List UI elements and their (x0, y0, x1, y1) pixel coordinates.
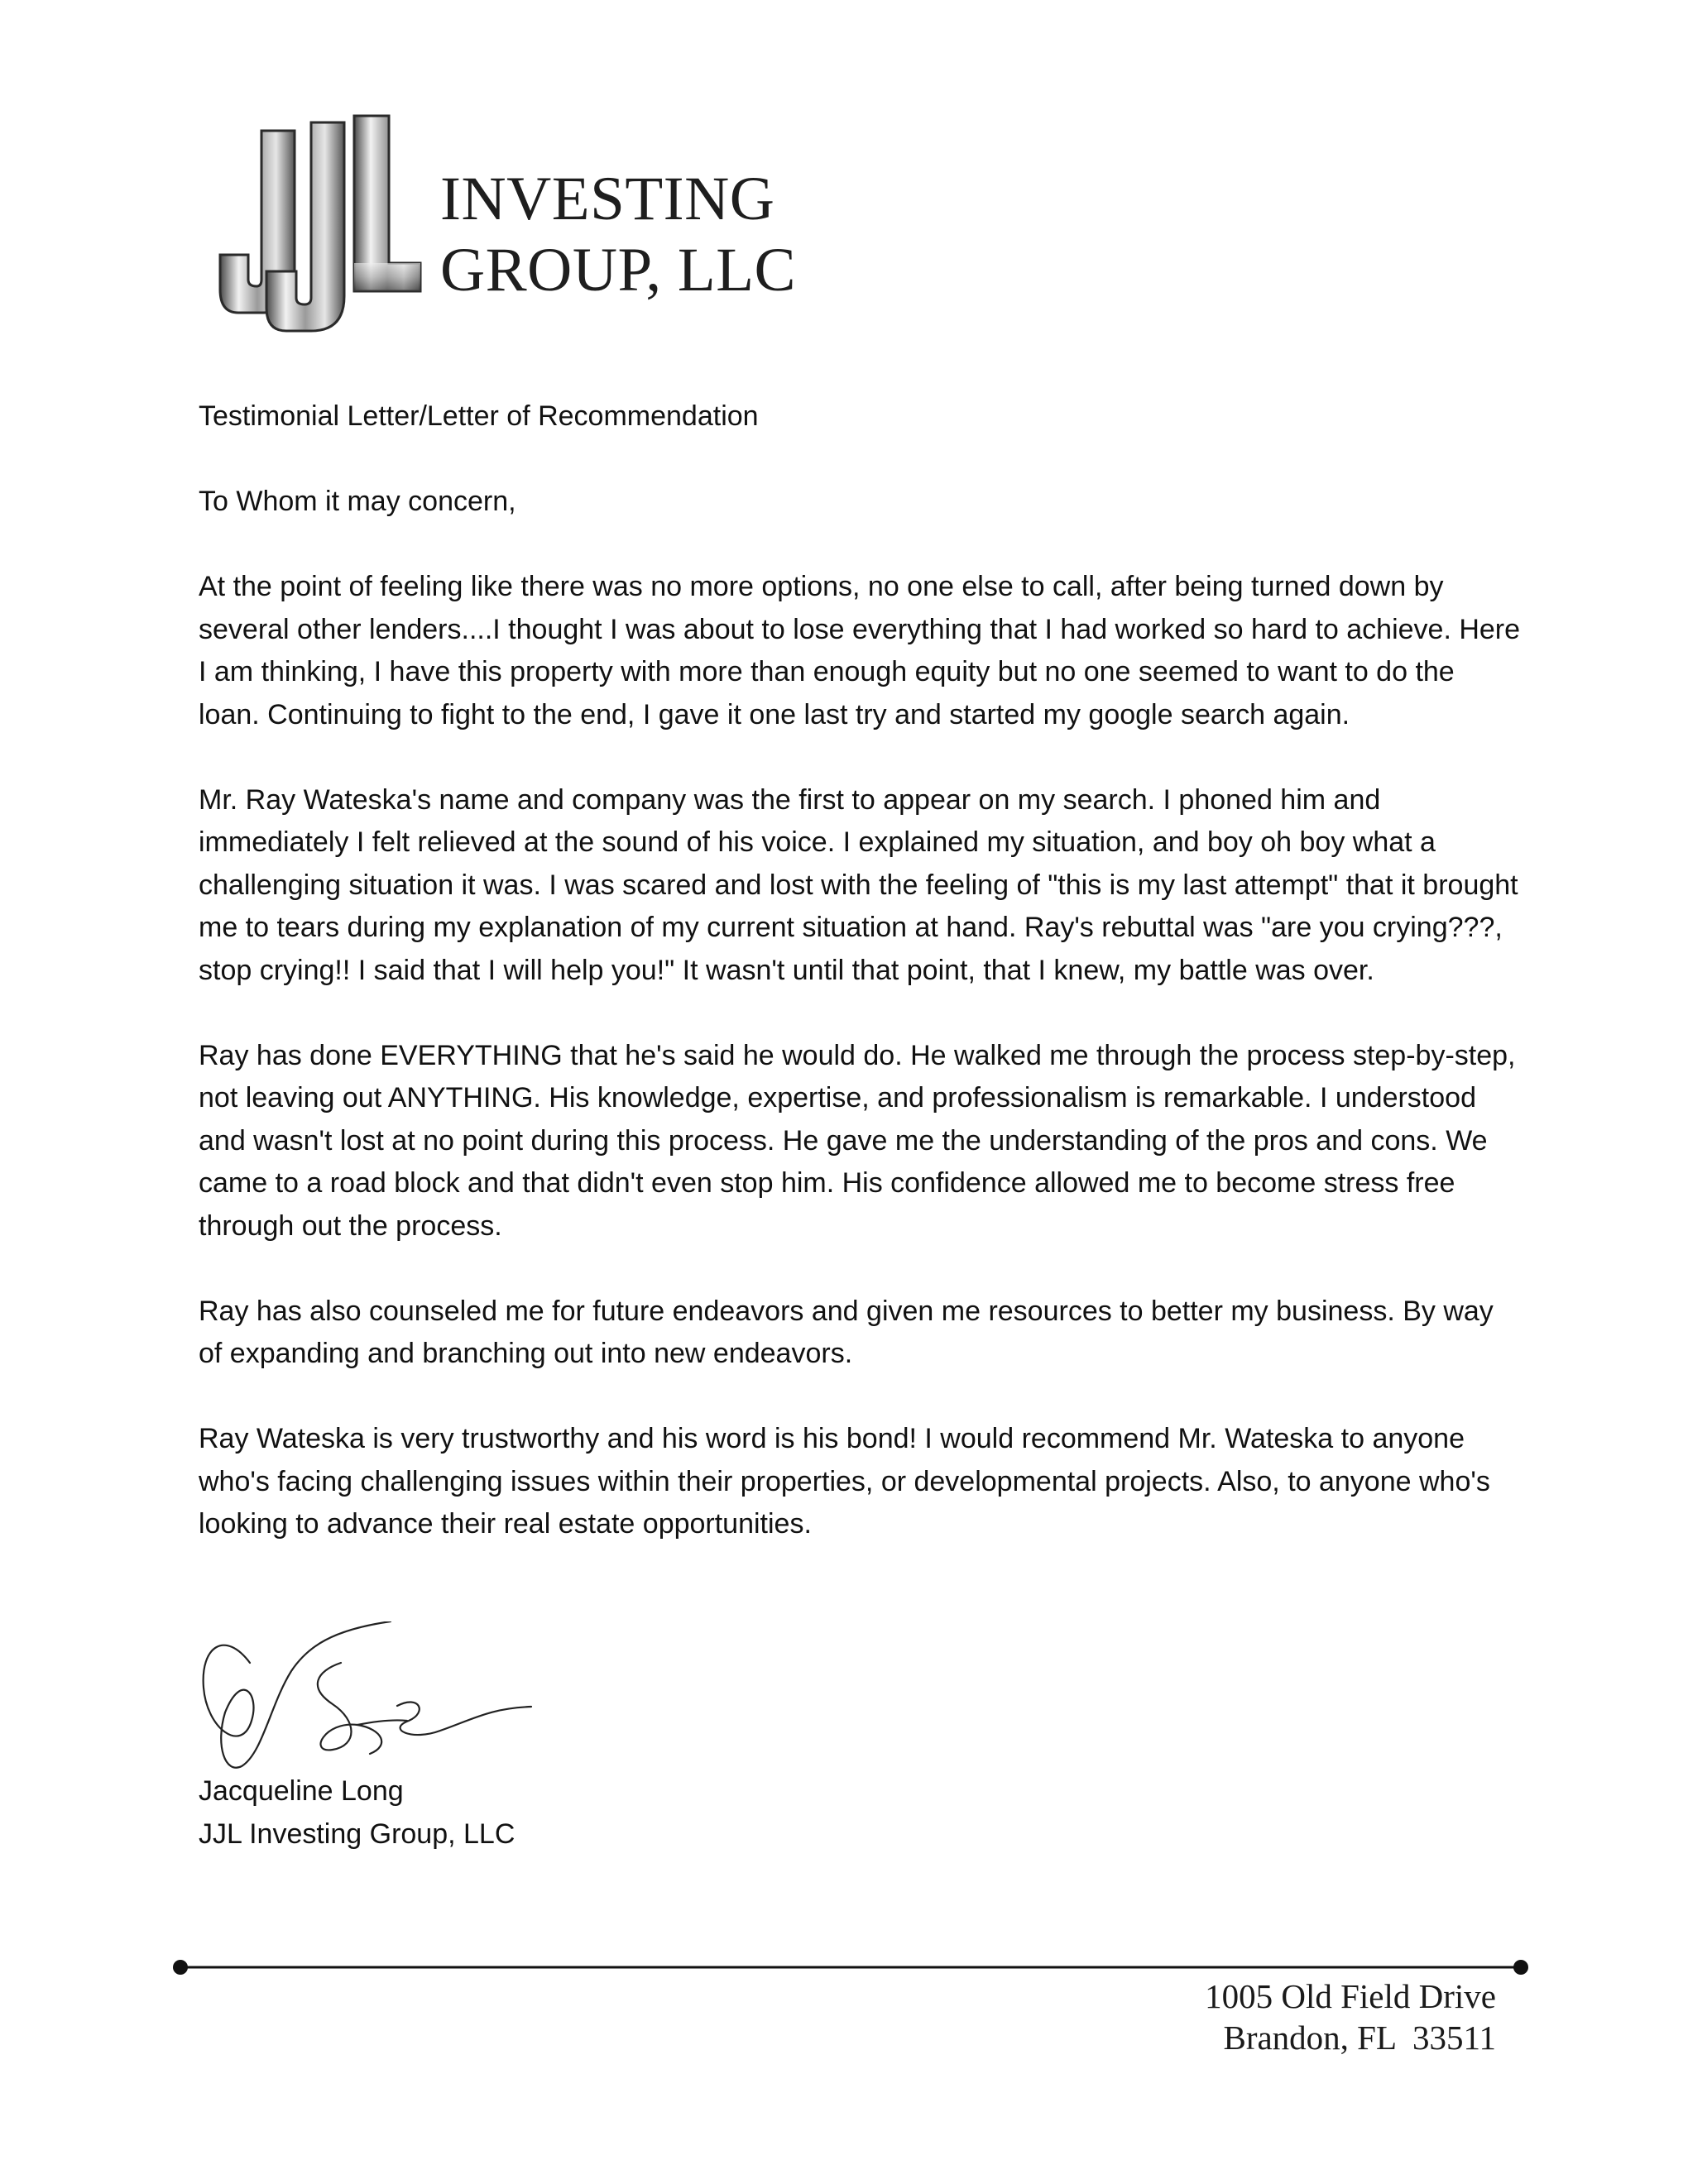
signer-block (199, 1770, 515, 1856)
handwritten-signature (192, 1621, 556, 1779)
logo-line-2: GROUP, LLC (440, 236, 797, 304)
address-city: Brandon, FL 33511 (1223, 2019, 1496, 2057)
address-street: 1005 Old Field Drive (1205, 1977, 1496, 2015)
letter-body (199, 395, 1523, 1588)
signer-name: Jacqueline Long (199, 1775, 404, 1807)
footer-rule (172, 1959, 1529, 1976)
letter-paragraph: Mr. Ray Wateska's name and company was the first to appear on my search. I phoned him and immediately I felt relieved at the sound of his voice. I explained my situation, and boy oh boy what a challenging situation it was. I was scared and lost with the feeling of "this is my last attempt" that it brought me to tears during my explanation of my current situation at hand. Ray's rebuttal was "are you crying???, stop crying!! I said that I will help you!" It wasn't until that point, that I knew, my battle was over. (199, 783, 1518, 986)
logo-wordmark (440, 164, 796, 306)
company-logo (213, 114, 842, 338)
letter-paragraph: Ray has done EVERYTHING that he's said he would do. He walked me through the process step-by-step, not leaving out ANYTHING. His knowledge, expertise, and professionalism is remarkable. I understood and wasn't lost at no point during this process. He gave me the understanding of the pros and cons. We came to a road block and that didn't even stop him. His confidence allowed me to become stress free through out the process. (199, 1039, 1516, 1242)
letter-paragraph: Ray Wateska is very trustworthy and his word is his bond! I would recommend Mr. Wateska to anyone who's facing challenging issues within their properties, or developmental projects. Also, to anyone who's looking to advance their real estate opportunities. (199, 1423, 1490, 1540)
logo-line-1: INVESTING (440, 165, 775, 233)
signer-company: JJL Investing Group, LLC (199, 1818, 516, 1850)
letter-title: Testimonial Letter/Letter of Recommendation (199, 400, 759, 432)
letter-paragraph: At the point of feeling like there was no more options, no one else to call, after being turned down by several other lenders....I thought I was about to lose everything that I had worked so hard to achieve. Here I am thinking, I have this property with more than enough equity but no one seemed to want to do the loan. Continuing to fight to the end, I gave it one last try and started my google search again. (199, 571, 1521, 730)
footer-address (1205, 1976, 1496, 2058)
letter-paragraph: Ray has also counseled me for future endeavors and given me resources to better my business. By way of expanding and branching out into new endeavors. (199, 1295, 1494, 1369)
letter-greeting: To Whom it may concern, (199, 486, 516, 517)
